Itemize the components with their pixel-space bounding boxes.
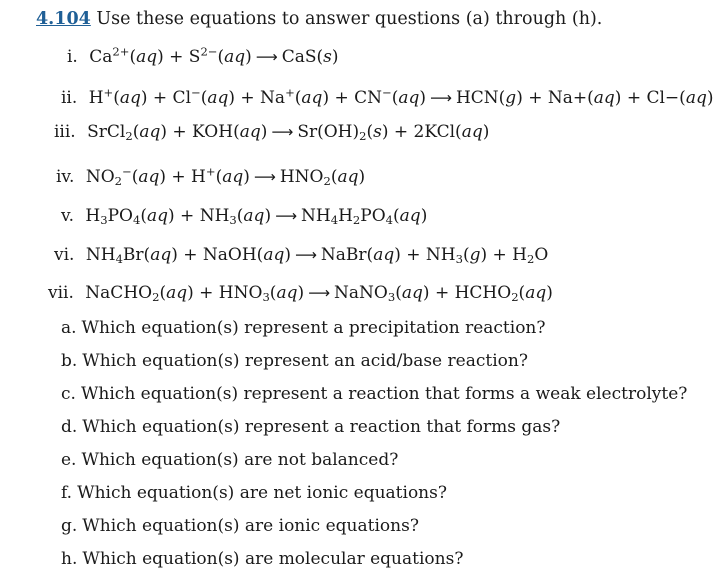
equation-vii	[48, 282, 553, 304]
equation-iii	[54, 121, 489, 143]
question-text: Which equation(s) are molecular equations?	[82, 549, 464, 569]
equation-iv	[56, 166, 365, 188]
equation-ii	[61, 87, 713, 109]
question-text: Which equation(s) represent a reaction that forms a weak electrolyte?	[80, 384, 688, 404]
question-text: Which equation(s) represent a precipitation reaction?	[81, 318, 546, 338]
question-c	[61, 383, 687, 405]
question-text: Which equation(s) represent an acid/base reaction?	[82, 351, 528, 371]
equation-label: i.	[67, 47, 78, 67]
equation-text: NaCHO$_2$(aq) + $HNO_3(aq)$ ⟶ NaNO$_3$(aq) + $HCHO_2(aq)$	[85, 283, 553, 305]
equation-label: v.	[61, 206, 74, 226]
equation-text: $Ca^{2+}(aq) + S^{2-}(aq)$ ⟶ CaS(s)	[89, 44, 339, 67]
question-label: d.	[61, 417, 78, 437]
question-f	[61, 482, 447, 504]
equation-text: $H_3PO_4(aq) + NH_3(aq)$ ⟶ $NH_4H_2PO_4(aq)$	[85, 206, 428, 228]
question-label: f.	[61, 483, 73, 503]
question-d	[61, 416, 560, 438]
question-label: g.	[61, 516, 78, 536]
question-text: Which equation(s) are net ionic equations?	[77, 483, 447, 503]
question-text: Which equation(s) are ionic equations?	[82, 516, 419, 536]
question-e	[61, 449, 398, 471]
question-h	[61, 548, 463, 570]
problem-number[interactable]: 4.104	[36, 9, 91, 29]
equation-i	[67, 46, 339, 68]
question-label: h.	[61, 549, 78, 569]
equation-label: vi.	[54, 245, 75, 265]
equation-label: iv.	[56, 167, 75, 187]
problem-prompt: Use these equations to answer questions (a) through (h).	[96, 9, 603, 29]
question-text: Which equation(s) are not balanced?	[81, 450, 399, 470]
question-g	[61, 515, 419, 537]
equation-label: vii.	[48, 283, 74, 303]
equation-label: iii.	[54, 122, 76, 142]
equation-text: SrCl$_2$(aq) + KOH(aq) ⟶ $Sr(OH)_2(s) + 2KCl(aq)$	[87, 122, 490, 144]
question-label: e.	[61, 450, 77, 470]
problem-header	[36, 8, 602, 30]
question-label: a.	[61, 318, 77, 338]
equation-vi	[54, 244, 548, 266]
question-b	[61, 350, 528, 372]
question-label: c.	[61, 384, 76, 404]
question-a	[61, 317, 546, 339]
equation-label: ii.	[61, 88, 78, 108]
question-label: b.	[61, 351, 78, 371]
equation-text: $NO_2^-(aq) + H^+(aq)$ ⟶ $HNO_2(aq)$	[85, 164, 366, 189]
equation-text: $NH_4Br(aq)$ + NaOH(aq) ⟶ NaBr(aq) + $NH_3(g) + H_2O$	[85, 245, 549, 267]
equation-v	[61, 205, 427, 227]
equation-text: H+(aq) + Cl−(aq) + Na+(aq) + CN−(aq) ⟶ HCN(g) + Na+(aq) + Cl−(aq)	[88, 85, 713, 108]
question-text: Which equation(s) represent a reaction that forms gas?	[82, 417, 561, 437]
